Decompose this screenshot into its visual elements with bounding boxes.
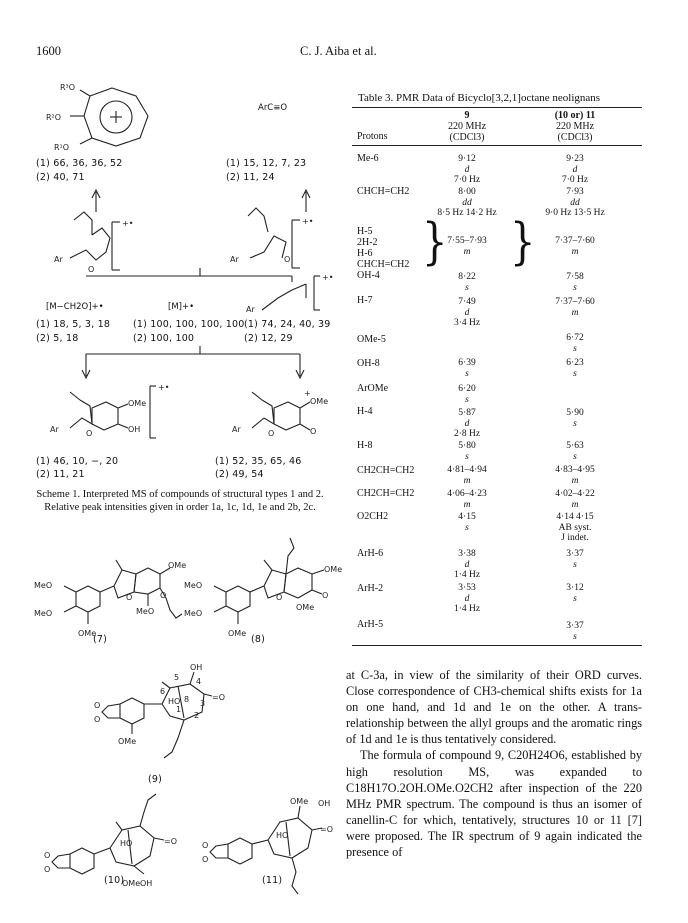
table-title: Table 3. PMR Data of Bicyclo[3,2,1]octane neolignans [358,92,601,104]
svg-text:1: 1 [176,705,182,714]
row-label: CH2CH=CH2 [357,488,415,499]
row-value-10: 9·23 d 7·0 Hz [561,154,589,185]
compound-11-label: (11) [262,875,283,886]
ms-top-left-1: (1) 66, 36, 36, 52 [36,158,123,169]
row-value-9: 8·00 dd 8·5 Hz 14·2 Hz [437,187,497,218]
svg-text:+•: +• [122,219,134,228]
svg-text:Ar: Ar [230,255,239,264]
ms-mid-left-title: [M−CH2O]+• [46,302,104,312]
svg-text:O: O [322,591,329,600]
row-value-9: 5·87 d 2·8 Hz [453,408,481,439]
row-value-10: 5·90 s [566,408,584,429]
row-label-group: H-5 2H-2 H-6 CHCH=CH2 [357,226,410,270]
svg-text:O: O [202,855,209,864]
svg-text:5: 5 [174,673,180,682]
running-head: C. J. Aiba et al. [300,44,377,58]
svg-text:OH: OH [190,663,203,672]
svg-text:OH: OH [318,799,331,808]
svg-text:Ar: Ar [50,425,59,434]
row-value-10: 7·93 dd 9·0 Hz 13·5 Hz [545,187,605,218]
svg-text:+•: +• [158,383,170,392]
scheme-lower-structures [30,346,350,456]
svg-text:MeO: MeO [34,581,53,590]
row-value-10: 4·02–4·22 m [555,489,595,510]
row-value-10: 4·83–4·95 m [555,465,595,486]
svg-text:MeO: MeO [184,581,203,590]
svg-text:O: O [44,851,51,860]
svg-text:O: O [268,429,275,438]
ms-mid-left-1: (1) 18, 5, 3, 18 [36,319,111,330]
ms-top-right-1: (1) 15, 12, 7, 23 [226,158,307,169]
row-label: OMe-5 [357,334,386,345]
ms-bottom-left-2: (2) 11, 21 [36,469,85,480]
row-label: H-8 [357,440,373,451]
row-value-10: 3·37 s [566,549,584,570]
svg-text:OMe: OMe [228,629,247,638]
svg-text:R³O: R³O [60,83,76,92]
svg-text:MeO: MeO [136,607,155,616]
svg-text:O: O [310,427,317,436]
row-value-9: 8·22 s [458,272,476,293]
ms-mid-center-title: [M]+• [168,302,195,312]
table-header-rule [352,145,642,146]
compound-8-structure [184,520,350,640]
svg-text:6: 6 [160,687,166,696]
svg-text:Ar: Ar [54,255,63,264]
svg-text:MeO: MeO [184,609,203,618]
svg-text:O: O [276,593,283,602]
svg-text:O: O [44,865,51,874]
row-value-10: 6·23 s [566,358,584,379]
row-label: ArH-2 [357,583,384,594]
row-value-10: 7·37–7·60 m [555,236,595,257]
col10-solvent: (CDCl3) [557,132,593,143]
svg-text:=O: =O [164,837,177,846]
col10-compound: (10 or) 11 [554,110,596,121]
ms-mid-left-2: (2) 5, 18 [36,333,79,344]
svg-text:4: 4 [196,677,202,686]
page-number: 1600 [36,44,61,58]
row-value-10: 5·63 s [566,441,584,462]
col10-header [529,110,621,143]
svg-text:OMe: OMe [324,565,343,574]
compound-8-label: (8) [251,634,266,645]
paragraph: The formula of compound 9, C20H24O6, established by high resolution MS, was expanded to C18H17O.2OH.OMe.O2CH2 after inspection of the 220 MHz PMR spectrum. The compound is thus an isomer of canellin-C for which, tentatively, structures 10 or 11 [7] were proposed. The IR spectrum of 9 again indicated the presence of [346,748,642,860]
row-label: H-7 [357,295,373,306]
row-value-9: 9·12 d 7·0 Hz [453,154,481,185]
scheme-caption: Scheme 1. Interpreted MS of compounds of structural types 1 and 2. Relative peak intensities given in order 1a, 1c, 1d, 1e and 2b, 2c. [36,489,324,513]
svg-text:R²O: R²O [46,113,62,122]
row-value-10: 7·58 s [566,272,584,293]
row-value-9: 7·49 d 3·4 Hz [453,297,481,328]
svg-text:3: 3 [200,699,206,708]
col9-solvent: (CDCl3) [449,132,485,143]
svg-text:2: 2 [194,711,200,720]
table-top-rule [352,107,642,108]
svg-text:Ar: Ar [246,305,255,314]
row-label: H-4 [357,406,373,417]
row-value-9: 4·06–4·23 m [447,489,487,510]
svg-text:OMe: OMe [168,561,187,570]
svg-text:+•: +• [322,273,334,282]
protons-header: Protons [357,131,388,142]
svg-text:=O: =O [212,693,225,702]
brace-left: } [422,213,448,271]
paragraph: at C-3a, in view of the similarity of their ORD curves. Close correspondence of CH3-chemical shifts exists for 1a on one hand, and 1d and 1e on the other. A trans-relationship between the allyl groups and the aromatic rings of 1d and 1e is thus tentatively considered. [346,668,642,747]
svg-text:OMe: OMe [296,603,315,612]
row-value-10: 3·37 s [566,621,584,642]
compound-9-structure [80,660,250,790]
col10-freq: 220 MHz [555,121,595,132]
ms-bottom-right-2: (2) 49, 54 [215,469,264,480]
compound-7-label: (7) [93,634,108,645]
body-text [346,667,642,860]
svg-text:OMe: OMe [118,737,137,746]
row-label: ArH-5 [357,619,384,630]
row-value-9: 6·20 s [458,384,476,405]
row-value-9: 3·53 d 1·4 Hz [453,583,481,614]
ms-top-left-2: (2) 40, 71 [36,172,85,183]
compound-7-structure [34,540,190,645]
svg-text:OMe: OMe [122,879,141,888]
row-label: ArOMe [357,383,389,394]
compound-10-label: (10) [104,875,125,886]
svg-text:O: O [86,429,93,438]
row-value-9: 7·55–7·93 m [447,236,487,257]
svg-text:OMe: OMe [310,397,329,406]
row-label: Me-6 [357,153,379,164]
col9-header [421,110,513,143]
svg-text:O: O [94,715,101,724]
svg-text:O: O [202,841,209,850]
row-label: CH2CH=CH2 [357,465,415,476]
ms-mid-center-2: (2) 100, 100 [133,333,195,344]
row-value-10: 3·12 s [566,583,584,604]
svg-text:O: O [88,265,95,274]
svg-text:OMe: OMe [290,797,309,806]
svg-text:+•: +• [302,217,314,226]
row-value-9: 3·38 d 1·4 Hz [453,549,481,580]
svg-text:OMe: OMe [78,629,97,638]
ms-mid-center-1: (1) 100, 100, 100, 100 [133,319,245,330]
row-label: O2CH2 [357,511,389,522]
row-value-10: 6·72 s [566,333,584,354]
svg-text:OH: OH [128,425,141,434]
col9-freq: 220 MHz [447,121,487,132]
svg-text:O: O [94,701,101,710]
svg-text:OMe: OMe [128,399,147,408]
row-label: OH-4 [357,270,380,281]
row-label: OH-8 [357,358,380,369]
ms-mid-right-1: (1) 74, 24, 40, 39 [244,319,331,330]
row-label: ArH-6 [357,548,384,559]
svg-text:OH: OH [140,879,153,888]
col9-compound: 9 [464,110,470,121]
row-value-9: 5·80 s [458,441,476,462]
svg-text:R¹O: R¹O [54,143,70,152]
row-value-9: 6·39 s [458,358,476,379]
ms-bottom-right-1: (1) 52, 35, 65, 46 [215,456,302,467]
row-value-10: 4·14 4·15 AB syst. J indet. [556,512,594,543]
ms-bottom-left-1: (1) 46, 10, −, 20 [36,456,119,467]
ms-top-right-2: (2) 11, 24 [226,172,275,183]
svg-text:8: 8 [184,695,190,704]
row-label: CHCH=CH2 [357,186,410,197]
svg-text:=O: =O [320,825,333,834]
table-bottom-rule [352,645,642,646]
svg-text:MeO: MeO [34,609,53,618]
svg-text:Ar: Ar [232,425,241,434]
row-value-9: 4·15 s [458,512,476,533]
svg-text:HO: HO [120,839,133,848]
svg-text:+: + [304,389,311,398]
tropylium-structure [40,80,170,155]
row-value-9: 4·81–4·94 m [447,465,487,486]
ms-mid-right-2: (2) 12, 29 [244,333,293,344]
svg-text:O: O [126,593,133,602]
row-value-10: 7·37–7·60 m [555,297,595,318]
acylium-ion: ArC≡O [258,103,288,113]
svg-text:O: O [284,255,291,264]
compound-9-label: (9) [148,774,163,785]
brace-right: } [510,213,536,271]
svg-text:HO: HO [168,697,181,706]
svg-text:HO: HO [276,831,289,840]
svg-text:O: O [160,591,167,600]
